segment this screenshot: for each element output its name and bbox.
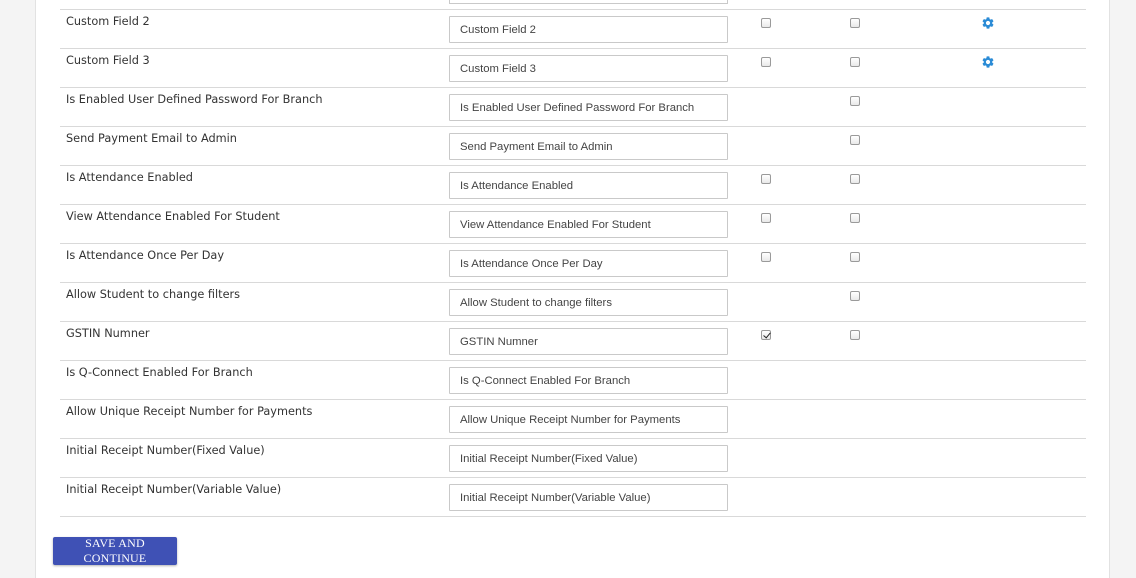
table-row [60, 244, 1086, 283]
display-name-input[interactable] [449, 289, 728, 316]
row-label: Initial Receipt Number(Variable Value) [66, 483, 282, 496]
display-name-input[interactable] [449, 211, 728, 238]
display-name-input[interactable] [449, 16, 728, 43]
table-row [60, 88, 1086, 127]
display-name-input[interactable] [449, 406, 728, 433]
display-name-input[interactable] [449, 367, 728, 394]
checkbox-col2[interactable] [850, 135, 860, 145]
display-name-input[interactable] [449, 484, 728, 511]
table-row [60, 478, 1086, 517]
display-name-input[interactable] [449, 55, 728, 82]
table-row [60, 400, 1086, 439]
row-label: Is Q-Connect Enabled For Branch [66, 366, 253, 379]
checkbox-col2[interactable] [850, 291, 860, 301]
display-name-input[interactable] [449, 94, 728, 121]
table-row [60, 322, 1086, 361]
display-name-input[interactable] [449, 250, 728, 277]
checkbox-col1[interactable] [761, 252, 771, 262]
row-label: Is Attendance Once Per Day [66, 249, 225, 262]
row-label: Send Payment Email to Admin [66, 132, 237, 145]
display-name-input[interactable] [449, 328, 728, 355]
row-label: View Attendance Enabled For Student [66, 210, 280, 223]
row-label: Is Enabled User Defined Password For Branch [66, 93, 323, 106]
row-label: Custom Field 2 [66, 15, 150, 28]
checkbox-col1[interactable] [761, 174, 771, 184]
checkbox-col2[interactable] [850, 252, 860, 262]
table-row [60, 166, 1086, 205]
row-label: Allow Unique Receipt Number for Payments [66, 405, 313, 418]
gear-icon[interactable] [981, 15, 995, 29]
display-name-input[interactable] [449, 133, 728, 160]
row-label: Custom Field 3 [66, 54, 150, 67]
table-row [60, 283, 1086, 322]
checkbox-col2[interactable] [850, 57, 860, 67]
table-row [60, 361, 1086, 400]
save-and-continue-button[interactable]: SAVE AND CONTINUE [53, 537, 177, 565]
checkbox-col2[interactable] [850, 213, 860, 223]
table-row [60, 205, 1086, 244]
display-name-input[interactable] [449, 445, 728, 472]
row-label: GSTIN Numner [66, 327, 150, 340]
checkbox-col1[interactable] [761, 213, 771, 223]
table-row [60, 10, 1086, 49]
display-name-input[interactable] [449, 172, 728, 199]
checkbox-col2[interactable] [850, 330, 860, 340]
checkbox-col1[interactable] [761, 57, 771, 67]
checkbox-col1[interactable] [761, 18, 771, 28]
checkbox-col2[interactable] [850, 18, 860, 28]
settings-table [60, 0, 1086, 517]
row-label: Is Attendance Enabled [66, 171, 193, 184]
checkbox-col2[interactable] [850, 96, 860, 106]
table-row [60, 49, 1086, 88]
row-label: Initial Receipt Number(Fixed Value) [66, 444, 265, 457]
table-row [60, 439, 1086, 478]
previous-row-input-edge [449, 0, 728, 4]
gear-icon[interactable] [981, 54, 995, 68]
checkbox-col2[interactable] [850, 174, 860, 184]
previous-row-remnant [60, 0, 1086, 10]
row-label: Allow Student to change filters [66, 288, 241, 301]
table-row [60, 127, 1086, 166]
checkbox-col1-checked[interactable] [761, 330, 771, 340]
